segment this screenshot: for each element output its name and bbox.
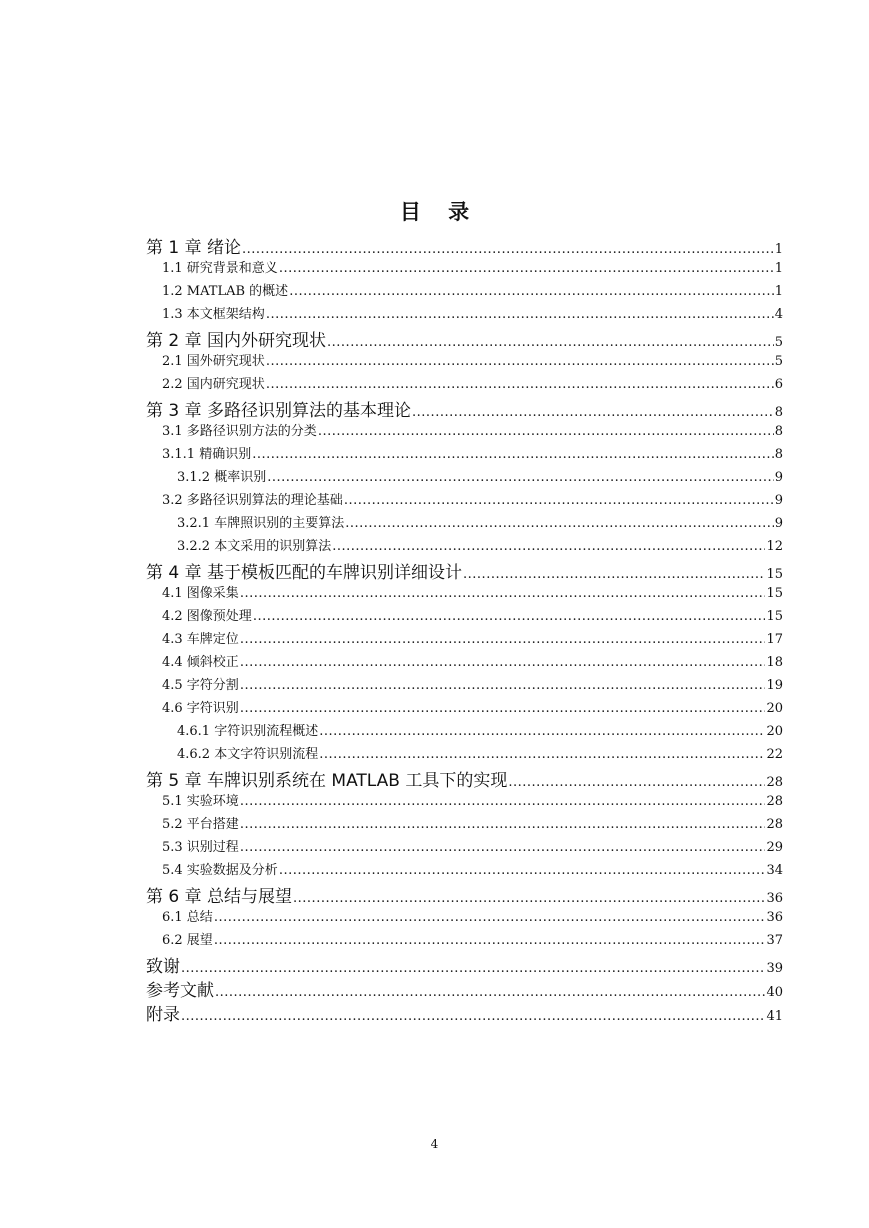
toc-entry-label: 6.2 展望	[162, 933, 213, 948]
toc-entry-label: 附录	[146, 1005, 180, 1025]
toc-leader-dots	[319, 747, 765, 762]
toc-leader-dots	[240, 586, 766, 601]
toc-entry-page: 36	[766, 910, 783, 925]
toc-chapter-entry[interactable]	[146, 976, 783, 1000]
toc-entry-label: 4.3 车牌定位	[162, 632, 239, 647]
toc-entry-label: 1.2 MATLAB 的概述	[162, 284, 289, 299]
toc-chapter-entry[interactable]	[146, 766, 783, 790]
toc-entry-page: 4	[774, 307, 783, 322]
toc-section-entry[interactable]	[146, 836, 783, 859]
toc-entry-label: 3.2 多路径识别算法的理论基础	[162, 493, 343, 508]
toc-entry-page: 1	[774, 284, 783, 299]
toc-section-entry[interactable]	[146, 489, 783, 512]
toc-entry-label: 1.3 本文框架结构	[162, 307, 265, 322]
toc-section-entry[interactable]	[146, 813, 783, 836]
toc-section-entry[interactable]	[146, 906, 783, 929]
toc-section-entry[interactable]	[146, 373, 783, 396]
toc-leader-dots	[293, 891, 765, 906]
toc-leader-dots	[240, 701, 766, 716]
toc-entry-page: 6	[774, 377, 783, 392]
toc-leader-dots	[240, 840, 766, 855]
toc-entry-page: 17	[766, 632, 783, 647]
toc-leader-dots	[240, 817, 766, 832]
toc-entry-label: 3.1.1 精确识别	[162, 447, 252, 462]
toc-leader-dots	[214, 910, 766, 925]
toc-section-entry[interactable]	[146, 420, 783, 443]
toc-section-entry[interactable]	[146, 512, 783, 535]
table-of-contents	[146, 233, 783, 1024]
toc-leader-dots	[289, 284, 774, 299]
toc-entry-label: 3.1.2 概率识别	[177, 470, 267, 485]
toc-entry-page: 18	[766, 655, 783, 670]
toc-section-entry[interactable]	[146, 929, 783, 952]
toc-leader-dots	[181, 961, 765, 976]
toc-section-entry[interactable]	[146, 720, 783, 743]
toc-leader-dots	[214, 933, 766, 948]
toc-entry-page: 15	[766, 609, 783, 624]
toc-entry-page: 8	[774, 447, 783, 462]
toc-leader-dots	[181, 1009, 765, 1024]
toc-entry-page: 9	[774, 470, 783, 485]
toc-chapter-entry[interactable]	[146, 558, 783, 582]
toc-section-entry[interactable]	[146, 350, 783, 373]
toc-entry-page: 12	[766, 539, 783, 554]
toc-leader-dots	[240, 632, 766, 647]
toc-leader-dots	[240, 794, 766, 809]
toc-entry-label: 5.3 识别过程	[162, 840, 239, 855]
toc-entry-label: 第 6 章 总结与展望	[146, 887, 293, 907]
toc-entry-page: 28	[766, 794, 783, 809]
toc-title: 目 录	[399, 200, 480, 224]
toc-entry-page: 20	[766, 701, 783, 716]
toc-leader-dots	[412, 405, 774, 420]
toc-section-entry[interactable]	[146, 743, 783, 766]
toc-entry-label: 4.1 图像采集	[162, 586, 239, 601]
toc-entry-page: 15	[766, 586, 783, 601]
toc-leader-dots	[242, 242, 774, 257]
toc-entry-page: 39	[766, 961, 783, 976]
toc-leader-dots	[327, 335, 774, 350]
toc-leader-dots	[344, 493, 774, 508]
toc-leader-dots	[319, 724, 765, 739]
toc-section-entry[interactable]	[146, 859, 783, 882]
toc-section-entry[interactable]	[146, 628, 783, 651]
toc-entry-page: 41	[766, 1009, 783, 1024]
toc-chapter-entry[interactable]	[146, 233, 783, 257]
toc-entry-page: 22	[766, 747, 783, 762]
toc-leader-dots	[215, 985, 765, 1000]
toc-section-entry[interactable]	[146, 257, 783, 280]
toc-section-entry[interactable]	[146, 303, 783, 326]
toc-entry-page: 28	[766, 775, 783, 790]
toc-leader-dots	[253, 609, 766, 624]
toc-section-entry[interactable]	[146, 443, 783, 466]
toc-leader-dots	[279, 863, 766, 878]
toc-entry-page: 1	[774, 261, 783, 276]
toc-entry-label: 参考文献	[146, 981, 214, 1001]
toc-entry-label: 4.6 字符识别	[162, 701, 239, 716]
toc-entry-label: 6.1 总结	[162, 910, 213, 925]
toc-section-entry[interactable]	[146, 651, 783, 674]
toc-leader-dots	[252, 447, 774, 462]
toc-entry-label: 第 2 章 国内外研究现状	[146, 331, 327, 351]
toc-entry-label: 3.2.1 车牌照识别的主要算法	[177, 516, 345, 531]
toc-entry-label: 5.1 实验环境	[162, 794, 239, 809]
toc-entry-label: 2.2 国内研究现状	[162, 377, 265, 392]
toc-entry-page: 9	[774, 516, 783, 531]
toc-entry-label: 4.6.2 本文字符识别流程	[177, 747, 319, 762]
toc-entry-page: 19	[766, 678, 783, 693]
toc-entry-label: 3.2.2 本文采用的识别算法	[177, 539, 332, 554]
page-number: 4	[430, 1137, 439, 1151]
toc-section-entry[interactable]	[146, 535, 783, 558]
toc-entry-page: 40	[766, 985, 783, 1000]
toc-leader-dots	[266, 377, 774, 392]
toc-entry-page: 9	[774, 493, 783, 508]
toc-entry-label: 第 4 章 基于模板匹配的车牌识别详细设计	[146, 563, 463, 583]
toc-leader-dots	[240, 678, 766, 693]
toc-entry-label: 4.4 倾斜校正	[162, 655, 239, 670]
toc-entry-page: 5	[774, 335, 783, 350]
toc-section-entry[interactable]	[146, 674, 783, 697]
toc-entry-label: 第 5 章 车牌识别系统在 MATLAB 工具下的实现	[146, 771, 508, 791]
toc-leader-dots	[240, 655, 766, 670]
toc-leader-dots	[266, 354, 774, 369]
toc-chapter-entry[interactable]	[146, 396, 783, 420]
toc-entry-label: 致谢	[146, 957, 180, 977]
toc-entry-page: 34	[766, 863, 783, 878]
toc-chapter-entry[interactable]	[146, 326, 783, 350]
toc-leader-dots	[279, 261, 774, 276]
toc-entry-label: 4.6.1 字符识别流程概述	[177, 724, 319, 739]
toc-entry-page: 37	[766, 933, 783, 948]
toc-entry-page: 28	[766, 817, 783, 832]
toc-chapter-entry[interactable]	[146, 882, 783, 906]
toc-entry-page: 15	[766, 567, 783, 582]
toc-entry-label: 4.2 图像预处理	[162, 609, 252, 624]
toc-leader-dots	[267, 470, 774, 485]
toc-entry-page: 8	[774, 405, 783, 420]
toc-leader-dots	[332, 539, 765, 554]
toc-leader-dots	[266, 307, 774, 322]
toc-entry-label: 第 1 章 绪论	[146, 238, 242, 258]
toc-section-entry[interactable]	[146, 582, 783, 605]
toc-section-entry[interactable]	[146, 790, 783, 813]
toc-leader-dots	[508, 775, 765, 790]
toc-chapter-entry[interactable]	[146, 1000, 783, 1024]
toc-leader-dots	[318, 424, 774, 439]
toc-entry-label: 1.1 研究背景和意义	[162, 261, 278, 276]
toc-entry-page: 29	[766, 840, 783, 855]
toc-entry-label: 5.4 实验数据及分析	[162, 863, 278, 878]
toc-section-entry[interactable]	[146, 605, 783, 628]
toc-entry-page: 8	[774, 424, 783, 439]
toc-entry-page: 1	[774, 242, 783, 257]
toc-section-entry[interactable]	[146, 280, 783, 303]
toc-section-entry[interactable]	[146, 466, 783, 489]
toc-entry-label: 第 3 章 多路径识别算法的基本理论	[146, 401, 412, 421]
toc-entry-label: 5.2 平台搭建	[162, 817, 239, 832]
toc-entry-page: 20	[766, 724, 783, 739]
toc-leader-dots	[463, 567, 765, 582]
toc-entry-page: 5	[774, 354, 783, 369]
toc-entry-label: 4.5 字符分割	[162, 678, 239, 693]
toc-leader-dots	[345, 516, 774, 531]
toc-chapter-entry[interactable]	[146, 952, 783, 976]
toc-entry-page: 36	[766, 891, 783, 906]
toc-entry-label: 3.1 多路径识别方法的分类	[162, 424, 317, 439]
toc-section-entry[interactable]	[146, 697, 783, 720]
toc-entry-label: 2.1 国外研究现状	[162, 354, 265, 369]
